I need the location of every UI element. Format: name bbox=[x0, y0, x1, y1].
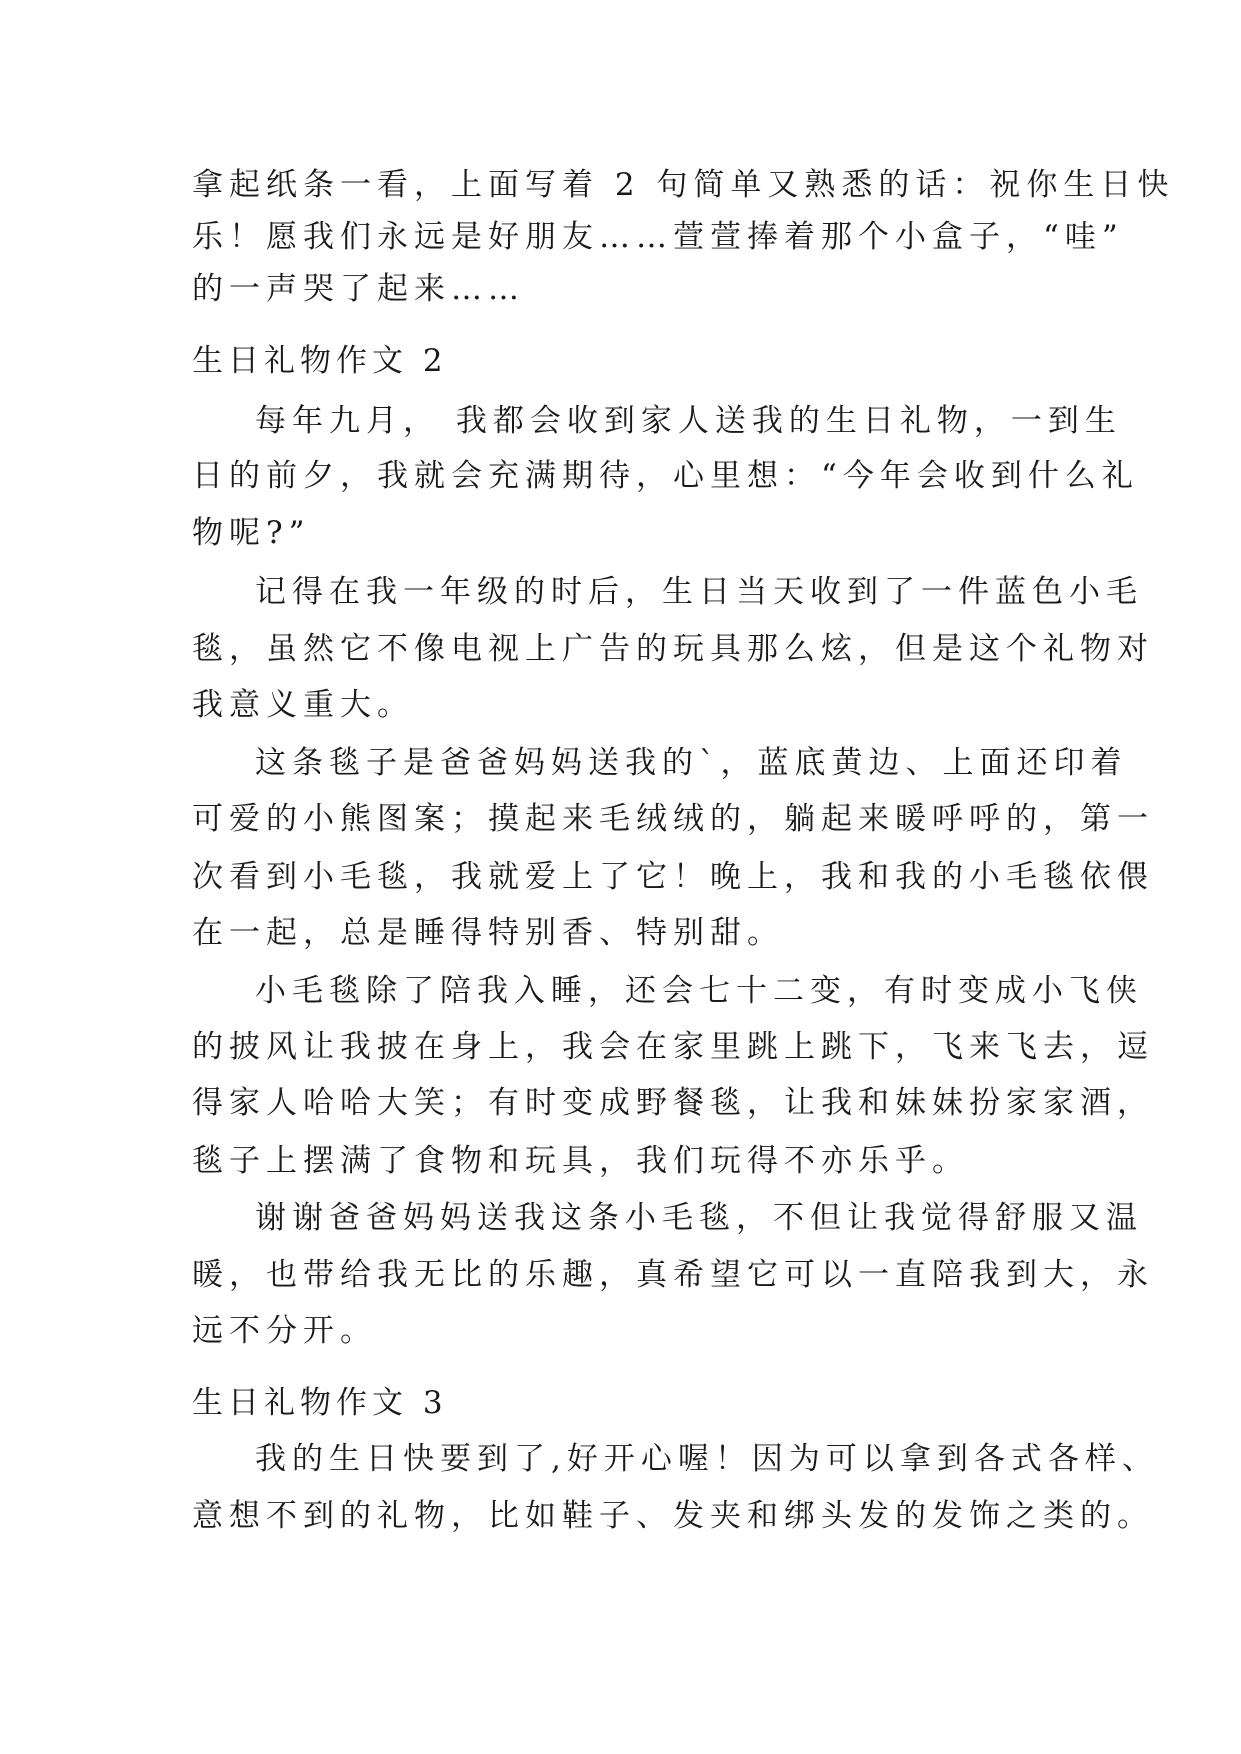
text-line: 的披风让我披在身上，我会在家里跳上跳下，飞来飞去，逗 bbox=[192, 1029, 1154, 1065]
text-line: 暖，也带给我无比的乐趣，真希望它可以一直陪我到大，永 bbox=[192, 1257, 1154, 1293]
text-line: 次看到小毛毯，我就爱上了它！晚上，我和我的小毛毯依偎 bbox=[192, 859, 1154, 895]
text-line: 谢谢爸爸妈妈送我这条小毛毯，不但让我觉得舒服又温 bbox=[255, 1200, 1143, 1236]
text-line: 拿起纸条一看，上面写着 2 句简单又熟悉的话：祝你生日快 bbox=[192, 167, 1175, 203]
text-line: 日的前夕，我就会充满期待，心里想：“今年会收到什么礼 bbox=[192, 458, 1139, 494]
text-line: 这条毯子是爸爸妈妈送我的`，蓝底黄边、上面还印着 bbox=[255, 745, 1128, 781]
text-line: 小毛毯除了陪我入睡，还会七十二变，有时变成小飞侠 bbox=[255, 973, 1143, 1009]
text-line: 的一声哭了起来…… bbox=[192, 271, 525, 307]
text-line: 毯子上摆满了食物和玩具，我们玩得不亦乐乎。 bbox=[192, 1143, 969, 1179]
section-heading: 生日礼物作文 2 bbox=[192, 343, 448, 379]
text-line: 记得在我一年级的时后，生日当天收到了一件蓝色小毛 bbox=[255, 574, 1143, 610]
text-line: 乐！愿我们永远是好朋友……萱萱捧着那个小盒子，“哇” bbox=[192, 219, 1124, 255]
text-line: 我意义重大。 bbox=[192, 687, 414, 723]
section-heading: 生日礼物作文 3 bbox=[192, 1385, 448, 1421]
text-line: 可爱的小熊图案；摸起来毛绒绒的，躺起来暖呼呼的，第一 bbox=[192, 801, 1154, 837]
text-line: 得家人哈哈大笑；有时变成野餐毯，让我和妹妹扮家家酒， bbox=[192, 1085, 1154, 1121]
text-line: 远不分开。 bbox=[192, 1313, 377, 1349]
text-line: 毯，虽然它不像电视上广告的玩具那么炫，但是这个礼物对 bbox=[192, 631, 1154, 667]
text-line: 在一起，总是睡得特别香、特别甜。 bbox=[192, 915, 784, 951]
text-line: 我的生日快要到了,好开心喔！因为可以拿到各式各样、 bbox=[255, 1441, 1159, 1477]
text-line: 物呢?” bbox=[192, 515, 311, 551]
text-line: 每年九月， 我都会收到家人送我的生日礼物，一到生 bbox=[255, 403, 1122, 439]
text-line: 意想不到的礼物，比如鞋子、发夹和绑头发的发饰之类的。 bbox=[192, 1498, 1154, 1534]
